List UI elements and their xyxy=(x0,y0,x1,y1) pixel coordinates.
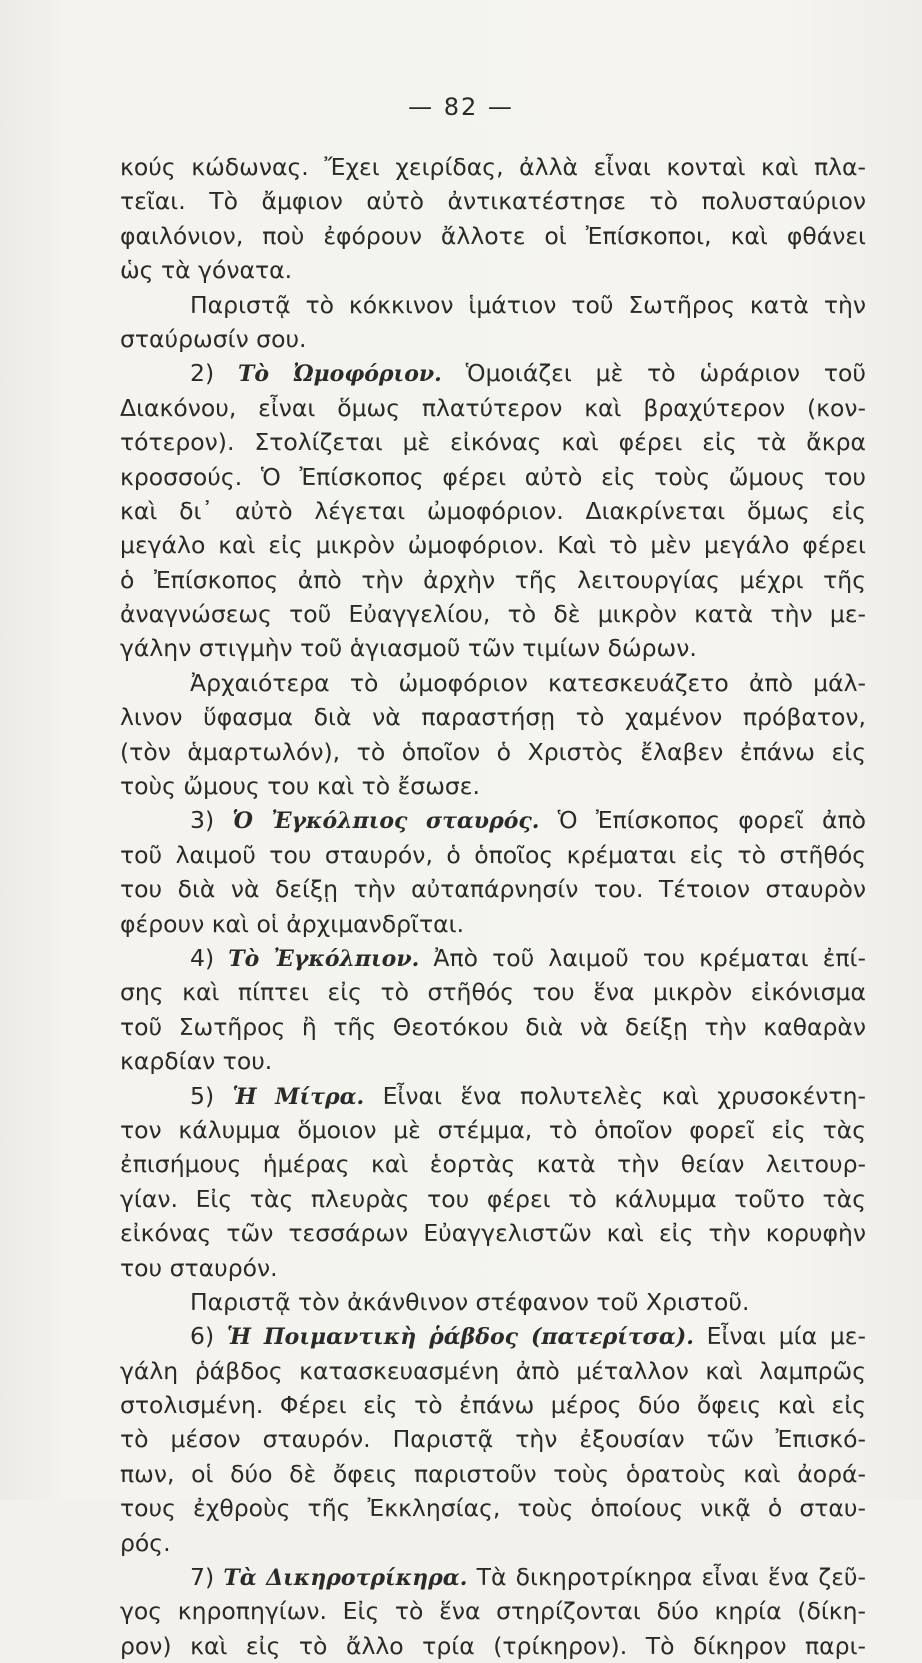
line-text: του σταυρόν. xyxy=(120,1253,278,1282)
line-text: Εἶναι ἕνα πολυτελὲς καὶ χρυσοκέντη- xyxy=(382,1081,866,1110)
text-line xyxy=(120,1526,866,1560)
section-heading: Ἡ Μίτρα. xyxy=(232,1083,365,1110)
line-text: φαιλόνιον, ποὺ ἐφόρουν ἄλλοτε οἱ Ἐπίσκοποι, καὶ φθάνει xyxy=(120,221,866,250)
text-line xyxy=(120,494,866,528)
line-text: κούς κώδωνας. Ἔχει χειρίδας, ἀλλὰ εἶναι κονταὶ καὶ πλα- xyxy=(120,153,866,181)
text-line xyxy=(120,219,866,253)
line-text: Ὁ Ἐπίσκοπος φορεῖ ἀπὸ xyxy=(557,806,866,835)
line-text: λινον ὕφασμα διὰ νὰ παραστήσῃ τὸ χαμένον πρόβατον, xyxy=(120,703,866,732)
section-heading: Τὰ Δικηροτρίκηρα. xyxy=(223,1565,468,1592)
text-line xyxy=(120,425,866,459)
line-text: στολισμένη. Φέρει εἰς τὸ ἐπάνω μέρος δύο ὄφεις καὶ εἰς xyxy=(120,1391,866,1420)
text-line xyxy=(120,975,866,1009)
line-text: σης καὶ πίπτει εἰς τὸ στῆθός του ἕνα μικρὸν εἰκόνισμα xyxy=(120,978,866,1007)
text-line xyxy=(120,356,866,390)
text-line xyxy=(120,735,866,769)
line-text: ὡς τὰ γόνατα. xyxy=(120,256,293,285)
line-text: τοῦ Σωτῆρος ἢ τῆς Θεοτόκου διὰ νὰ δείξῃ τὴν καθαρὰν xyxy=(120,1012,866,1041)
section-number: 7) xyxy=(190,1563,215,1592)
text-line xyxy=(120,1182,866,1216)
text-line xyxy=(120,253,866,287)
text-line xyxy=(120,941,866,975)
line-text: τοὺς ὤμους του καὶ τὸ ἔσωσε. xyxy=(120,772,480,801)
line-text: τους ἐχθροὺς τῆς Ἐκκλησίας, τοὺς ὁποίους νικᾷ ὁ σταυ- xyxy=(120,1494,866,1523)
text-line xyxy=(120,288,866,322)
line-text: Διακόνου, εἶναι ὅμως πλατύτερον καὶ βραχύτερον (κον- xyxy=(120,393,866,422)
text-line xyxy=(120,769,866,803)
text-line xyxy=(120,1044,866,1078)
section-number: 6) xyxy=(190,1322,215,1351)
text-line xyxy=(120,322,866,356)
line-text: τοῦ λαιμοῦ του σταυρόν, ὁ ὁποῖος κρέμαται εἰς τὸ στῆθός xyxy=(120,840,866,869)
line-text: (τὸν ἁμαρτωλόν), τὸ ὁποῖον ὁ Χριστὸς ἔλαβεν ἐπάνω εἰς xyxy=(120,737,866,766)
line-text: εἰκόνας τῶν τεσσάρων Εὐαγγελιστῶν καὶ εἰς τὴν κορυφὴν xyxy=(120,1219,866,1248)
text-line xyxy=(120,1010,866,1044)
line-text: γάλην στιγμὴν τοῦ ἁγιασμοῦ τῶν τιμίων δώρων. xyxy=(120,634,697,663)
text-line xyxy=(120,1594,866,1628)
line-text: γάλη ῥάβδος κατασκευασμένη ἀπὸ μέταλλον καὶ λαμπρῶς xyxy=(120,1356,866,1385)
line-text: Παριστᾷ τὸν ἀκάνθινον στέφανον τοῦ Χριστοῦ. xyxy=(190,1287,750,1316)
line-text: Ἀρχαιότερα τὸ ὠμοφόριον κατεσκευάζετο ἀπὸ μάλ- xyxy=(190,668,866,697)
text-line xyxy=(120,563,866,597)
section-number: 2) xyxy=(190,359,215,388)
text-line xyxy=(120,1388,866,1422)
line-text: φέρουν καὶ οἱ ἀρχιμανδρῖται. xyxy=(120,909,465,938)
body-text xyxy=(120,150,866,1663)
line-text: Ὁμοιάζει μὲ τὸ ὡράριον τοῦ xyxy=(465,359,866,388)
text-line xyxy=(120,1285,866,1319)
text-line xyxy=(120,1251,866,1285)
section-number: 3) xyxy=(190,806,215,835)
line-text: ἀναγνώσεως τοῦ Εὐαγγελίου, τὸ δὲ μικρὸν κατὰ τὴν με- xyxy=(120,600,866,629)
text-line xyxy=(120,1457,866,1491)
page-number: — 82 — xyxy=(408,93,514,121)
line-text: του διὰ νὰ δείξῃ τὴν αὐταπάρνησίν του. Τέτοιον σταυρὸν xyxy=(120,875,866,904)
line-text: πων, οἱ δύο δὲ ὄφεις παριστοῦν τοὺς ὁρατοὺς καὶ ἀορά- xyxy=(120,1459,866,1488)
line-text: Εἶναι μία με- xyxy=(706,1322,866,1351)
section-number: 5) xyxy=(190,1081,215,1110)
text-line xyxy=(120,1354,866,1388)
section-heading: Ὁ Ἐγκόλπιος σταυρός. xyxy=(232,808,540,835)
line-text: κροσσούς. Ὁ Ἐπίσκοπος φέρει αὐτὸ εἰς τοὺς ὤμους του xyxy=(120,462,866,491)
section-heading: Ἡ Ποιμαντικὴ ῥάβδος (πατερίτσα). xyxy=(226,1324,694,1351)
line-text: Ἀπὸ τοῦ λαιμοῦ του κρέμαται ἐπί- xyxy=(433,943,866,972)
text-line xyxy=(120,1113,866,1147)
text-line xyxy=(120,597,866,631)
text-line xyxy=(120,1319,866,1353)
line-text: ρον) καὶ εἰς τὸ ἄλλο τρία (τρίκηρον). Τὸ δίκηρον παρι- xyxy=(120,1631,866,1660)
text-line xyxy=(120,1422,866,1456)
text-line xyxy=(120,460,866,494)
line-text: τεῖαι. Τὸ ἄμφιον αὐτὸ ἀντικατέστησε τὸ πολυσταύριον xyxy=(120,187,866,216)
text-line xyxy=(120,1560,866,1594)
line-text: γος κηροπηγίων. Εἰς τὸ ἕνα στηρίζονται δύο κηρία (δίκη- xyxy=(120,1597,866,1626)
text-line xyxy=(120,1079,866,1113)
section-heading: Τὸ Ἐγκόλπιον. xyxy=(228,945,420,972)
line-text: τὸ μέσον σταυρόν. Παριστᾷ τὴν ἐξουσίαν τῶν Ἐπισκό- xyxy=(120,1425,866,1454)
text-line xyxy=(120,150,866,184)
text-line xyxy=(120,700,866,734)
text-line xyxy=(120,1629,866,1663)
section-number: 4) xyxy=(190,943,215,972)
line-text: ρός. xyxy=(120,1528,171,1557)
line-text: καρδίαν του. xyxy=(120,1047,273,1076)
text-line xyxy=(120,1216,866,1250)
line-text: καὶ δι᾽ αὐτὸ λέγεται ὠμοφόριον. Διακρίνεται ὅμως εἰς xyxy=(120,496,866,525)
text-line xyxy=(120,1491,866,1525)
text-line xyxy=(120,528,866,562)
text-line xyxy=(120,907,866,941)
line-text: Παριστᾷ τὸ κόκκινον ἱμάτιον τοῦ Σωτῆρος κατὰ τὴν xyxy=(190,290,866,319)
line-text: ὁ Ἐπίσκοπος ἀπὸ τὴν ἀρχὴν τῆς λειτουργίας μέχρι τῆς xyxy=(120,565,866,594)
line-text: γίαν. Εἰς τὰς πλευρὰς του φέρει τὸ κάλυμμα τοῦτο τὰς xyxy=(120,1184,866,1213)
text-line xyxy=(120,838,866,872)
line-text: τότερον). Στολίζεται μὲ εἰκόνας καὶ φέρει εἰς τὰ ἄκρα xyxy=(120,428,866,457)
text-line xyxy=(120,184,866,218)
text-line xyxy=(120,872,866,906)
text-line xyxy=(120,391,866,425)
line-text: Τὰ δικηροτρίκηρα εἶναι ἕνα ζεῦ- xyxy=(476,1563,866,1592)
section-heading: Τὸ Ὠμοφόριον. xyxy=(237,361,442,388)
line-text: τον κάλυμμα ὅμοιον μὲ στέμμα, τὸ ὁποῖον φορεῖ εἰς τὰς xyxy=(120,1115,866,1144)
line-text: μεγάλο καὶ εἰς μικρὸν ὠμοφόριον. Καὶ τὸ μὲν μεγάλο φέρει xyxy=(120,531,866,560)
text-line xyxy=(120,631,866,665)
text-line xyxy=(120,1147,866,1181)
text-line xyxy=(120,803,866,837)
line-text: σταύρωσίν σου. xyxy=(120,324,307,353)
line-text: ἐπισήμους ἡμέρας καὶ ἑορτὰς κατὰ τὴν θείαν λειτουρ- xyxy=(120,1150,866,1179)
text-line xyxy=(120,666,866,700)
